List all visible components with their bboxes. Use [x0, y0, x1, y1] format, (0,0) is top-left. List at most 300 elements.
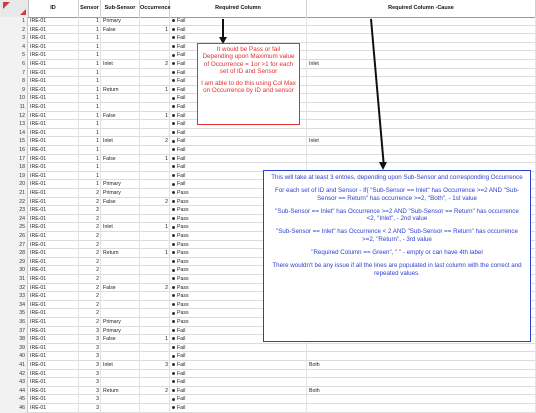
cell-id[interactable]: IRE-01 — [28, 266, 79, 275]
cell-occurrence[interactable] — [140, 275, 170, 284]
cell-sub-sensor[interactable] — [101, 266, 140, 275]
cell-id[interactable]: IRE-01 — [28, 60, 79, 69]
cell-required-text: Fail — [177, 61, 186, 67]
cell-required[interactable] — [170, 361, 307, 370]
table-row[interactable] — [0, 146, 536, 155]
cell-required-cause[interactable] — [307, 404, 536, 413]
cell-occurrence[interactable] — [140, 292, 170, 301]
cell-sensor[interactable]: 1 — [79, 129, 101, 138]
cell-id[interactable]: IRE-01 — [28, 309, 79, 318]
table-row[interactable] — [0, 395, 536, 404]
cell-sub-sensor[interactable]: Return — [101, 387, 140, 396]
cell-sensor[interactable]: 3 — [79, 327, 101, 336]
table-row[interactable] — [0, 361, 536, 370]
cell-sub-sensor[interactable] — [101, 172, 140, 181]
cell-sensor[interactable]: 2 — [79, 241, 101, 250]
cell-occurrence[interactable]: 1 — [140, 26, 170, 35]
cell-id[interactable]: IRE-01 — [28, 86, 79, 95]
cell-sensor[interactable]: 2 — [79, 284, 101, 293]
cell-occurrence[interactable]: 1 — [140, 335, 170, 344]
cell-id[interactable]: IRE-01 — [28, 155, 79, 164]
cell-id[interactable]: IRE-01 — [28, 51, 79, 60]
row-number[interactable]: 44 — [0, 387, 28, 396]
cell-sensor[interactable]: 2 — [79, 249, 101, 258]
cell-required-text: Pass — [177, 258, 189, 265]
cell-occurrence[interactable] — [140, 395, 170, 404]
cell-sub-sensor[interactable]: Inlet — [101, 361, 140, 370]
cell-id[interactable]: IRE-01 — [28, 163, 79, 172]
cell-sub-sensor[interactable]: Inlet — [101, 137, 140, 146]
cell-id[interactable]: IRE-01 — [28, 249, 79, 258]
cell-sensor[interactable]: 3 — [79, 335, 101, 344]
row-number[interactable]: 36 — [0, 318, 28, 327]
cell-sub-sensor[interactable] — [101, 129, 140, 138]
cell-sub-sensor[interactable] — [101, 404, 140, 413]
row-number[interactable]: 26 — [0, 232, 28, 241]
cell-sub-sensor[interactable]: False — [101, 155, 140, 164]
row-number[interactable]: 17 — [0, 155, 28, 164]
cell-id[interactable]: IRE-01 — [28, 146, 79, 155]
column-header-row — [0, 0, 536, 18]
column-header-sub-sensor[interactable]: Sub-Sensor — [101, 0, 140, 17]
cell-required-cause[interactable] — [307, 120, 536, 129]
cell-id[interactable]: IRE-01 — [28, 223, 79, 232]
cell-required-cause[interactable] — [307, 155, 536, 164]
row-number[interactable]: 40 — [0, 352, 28, 361]
cell-required[interactable] — [170, 387, 307, 396]
cell-sub-sensor[interactable]: Primary — [101, 189, 140, 198]
cell-id[interactable]: IRE-01 — [28, 180, 79, 189]
row-number[interactable]: 13 — [0, 120, 28, 129]
row-number[interactable]: 43 — [0, 378, 28, 387]
row-number[interactable]: 8 — [0, 77, 28, 86]
row-number[interactable]: 10 — [0, 94, 28, 103]
cell-required[interactable] — [170, 129, 307, 138]
cell-sensor[interactable]: 1 — [79, 137, 101, 146]
cell-sub-sensor[interactable] — [101, 43, 140, 52]
cell-id[interactable]: IRE-01 — [28, 77, 79, 86]
cell-sensor[interactable]: 3 — [79, 387, 101, 396]
table-row[interactable] — [0, 352, 536, 361]
cell-occurrence[interactable] — [140, 241, 170, 250]
cell-required[interactable] — [170, 26, 307, 35]
cell-sensor[interactable]: 1 — [79, 180, 101, 189]
row-number[interactable]: 45 — [0, 395, 28, 404]
row-number[interactable]: 21 — [0, 189, 28, 198]
cell-sub-sensor[interactable] — [101, 275, 140, 284]
row-number[interactable]: 39 — [0, 344, 28, 353]
cell-required-cause[interactable] — [307, 370, 536, 379]
row-state-marker-icon — [172, 251, 175, 254]
cell-occurrence[interactable] — [140, 378, 170, 387]
cell-occurrence[interactable]: 2 — [140, 137, 170, 146]
cell-id[interactable]: IRE-01 — [28, 378, 79, 387]
cell-occurrence[interactable] — [140, 309, 170, 318]
cell-occurrence[interactable] — [140, 43, 170, 52]
cell-occurrence[interactable] — [140, 172, 170, 181]
table-row[interactable] — [0, 370, 536, 379]
cell-required-cause[interactable] — [307, 94, 536, 103]
table-row[interactable] — [0, 404, 536, 413]
cell-id[interactable]: IRE-01 — [28, 232, 79, 241]
cell-occurrence[interactable]: 2 — [140, 60, 170, 69]
cell-sub-sensor[interactable] — [101, 206, 140, 215]
cell-required-cause[interactable] — [307, 146, 536, 155]
cell-occurrence[interactable]: 1 — [140, 112, 170, 121]
cell-sensor[interactable]: 2 — [79, 292, 101, 301]
cell-sub-sensor[interactable] — [101, 370, 140, 379]
cell-occurrence[interactable] — [140, 51, 170, 60]
row-number[interactable]: 20 — [0, 180, 28, 189]
cell-sub-sensor[interactable]: Primary — [101, 327, 140, 336]
cell-occurrence[interactable] — [140, 344, 170, 353]
cell-sensor[interactable]: 2 — [79, 189, 101, 198]
cell-id[interactable]: IRE-01 — [28, 198, 79, 207]
cell-required[interactable] — [170, 352, 307, 361]
row-number[interactable]: 46 — [0, 404, 28, 413]
cell-occurrence[interactable]: 3 — [140, 361, 170, 370]
row-number[interactable]: 28 — [0, 249, 28, 258]
row-number[interactable]: 19 — [0, 172, 28, 181]
cell-sensor[interactable]: 1 — [79, 34, 101, 43]
cell-occurrence[interactable]: 2 — [140, 284, 170, 293]
cell-sub-sensor[interactable] — [101, 77, 140, 86]
cell-sub-sensor[interactable] — [101, 309, 140, 318]
cell-sensor[interactable]: 1 — [79, 155, 101, 164]
column-header-occurrence[interactable]: Occurrence — [140, 0, 170, 17]
cell-id[interactable]: IRE-01 — [28, 275, 79, 284]
cell-required-cause[interactable] — [307, 103, 536, 112]
table-row[interactable] — [0, 26, 536, 35]
cell-sub-sensor[interactable] — [101, 163, 140, 172]
cell-required[interactable] — [170, 370, 307, 379]
column-header-required-cause[interactable]: Required Column -Cause — [307, 0, 536, 17]
cell-sub-sensor[interactable]: Inlet — [101, 223, 140, 232]
cell-sensor[interactable]: 2 — [79, 301, 101, 310]
cell-sensor[interactable]: 3 — [79, 370, 101, 379]
cell-id[interactable]: IRE-01 — [28, 361, 79, 370]
table-corner[interactable] — [0, 0, 29, 17]
cell-sub-sensor[interactable]: False — [101, 112, 140, 121]
row-number[interactable]: 4 — [0, 43, 28, 52]
cell-sensor[interactable]: 1 — [79, 120, 101, 129]
cell-required-cause[interactable] — [307, 43, 536, 52]
row-number[interactable]: 14 — [0, 129, 28, 138]
cell-sensor[interactable]: 2 — [79, 266, 101, 275]
cell-required-cause[interactable]: Inlet — [307, 60, 536, 69]
cell-id[interactable]: IRE-01 — [28, 112, 79, 121]
cell-sub-sensor[interactable]: Return — [101, 86, 140, 95]
row-number[interactable]: 38 — [0, 335, 28, 344]
cell-required-text: Pass — [177, 293, 189, 300]
cell-id[interactable]: IRE-01 — [28, 292, 79, 301]
cell-required-cause[interactable] — [307, 112, 536, 121]
cell-required-cause[interactable] — [307, 86, 536, 95]
table-row[interactable] — [0, 137, 536, 146]
row-number[interactable]: 37 — [0, 327, 28, 336]
row-number[interactable]: 34 — [0, 301, 28, 310]
cell-id[interactable]: IRE-01 — [28, 17, 79, 26]
cell-required[interactable] — [170, 155, 307, 164]
cell-occurrence[interactable] — [140, 34, 170, 43]
cell-occurrence[interactable] — [140, 318, 170, 327]
cell-id[interactable]: IRE-01 — [28, 318, 79, 327]
cell-occurrence[interactable] — [140, 69, 170, 78]
table-row[interactable] — [0, 387, 536, 396]
cell-required-cause[interactable] — [307, 26, 536, 35]
cell-id[interactable]: IRE-01 — [28, 129, 79, 138]
cell-sub-sensor[interactable] — [101, 51, 140, 60]
cell-sensor[interactable]: 1 — [79, 51, 101, 60]
cell-sensor[interactable]: 1 — [79, 146, 101, 155]
cell-required-cause[interactable] — [307, 51, 536, 60]
row-number[interactable]: 41 — [0, 361, 28, 370]
cell-id[interactable]: IRE-01 — [28, 344, 79, 353]
cell-sensor[interactable]: 3 — [79, 404, 101, 413]
cell-sub-sensor[interactable] — [101, 146, 140, 155]
column-header-id[interactable]: ID — [28, 0, 79, 17]
row-state-marker-icon — [172, 19, 175, 22]
row-number[interactable]: 25 — [0, 223, 28, 232]
cell-sensor[interactable]: 3 — [79, 378, 101, 387]
cell-sensor[interactable]: 3 — [79, 395, 101, 404]
cell-id[interactable]: IRE-01 — [28, 94, 79, 103]
cell-sensor[interactable]: 1 — [79, 43, 101, 52]
cell-required-cause[interactable]: Both — [307, 387, 536, 396]
cell-id[interactable]: IRE-01 — [28, 137, 79, 146]
row-number[interactable]: 33 — [0, 292, 28, 301]
cell-occurrence[interactable] — [140, 301, 170, 310]
cell-required[interactable] — [170, 137, 307, 146]
table-row[interactable] — [0, 378, 536, 387]
cell-occurrence[interactable] — [140, 215, 170, 224]
cell-required-cause[interactable] — [307, 17, 536, 26]
cell-id[interactable]: IRE-01 — [28, 335, 79, 344]
cell-sensor[interactable]: 2 — [79, 232, 101, 241]
cell-sensor[interactable]: 2 — [79, 223, 101, 232]
cell-id[interactable]: IRE-01 — [28, 284, 79, 293]
cell-required-cause[interactable] — [307, 352, 536, 361]
cell-id[interactable]: IRE-01 — [28, 206, 79, 215]
cell-sub-sensor[interactable] — [101, 378, 140, 387]
cell-sub-sensor[interactable] — [101, 34, 140, 43]
table-row[interactable] — [0, 344, 536, 353]
cell-sensor[interactable]: 2 — [79, 309, 101, 318]
cell-sub-sensor[interactable] — [101, 232, 140, 241]
cell-sub-sensor[interactable] — [101, 352, 140, 361]
cell-required-cause[interactable] — [307, 344, 536, 353]
cell-sub-sensor[interactable] — [101, 258, 140, 267]
cell-required[interactable] — [170, 404, 307, 413]
cell-id[interactable]: IRE-01 — [28, 404, 79, 413]
row-number[interactable]: 27 — [0, 241, 28, 250]
cell-required-cause[interactable] — [307, 69, 536, 78]
cell-required[interactable] — [170, 378, 307, 387]
cell-sensor[interactable]: 1 — [79, 103, 101, 112]
cell-occurrence[interactable]: 2 — [140, 198, 170, 207]
cell-occurrence[interactable] — [140, 17, 170, 26]
cell-occurrence[interactable] — [140, 163, 170, 172]
cell-sub-sensor[interactable] — [101, 120, 140, 129]
cell-sub-sensor[interactable] — [101, 69, 140, 78]
cell-sensor[interactable]: 1 — [79, 77, 101, 86]
cell-sub-sensor[interactable]: False — [101, 26, 140, 35]
cell-sub-sensor[interactable]: Primary — [101, 180, 140, 189]
cell-sub-sensor[interactable]: False — [101, 335, 140, 344]
cell-sensor[interactable]: 3 — [79, 352, 101, 361]
cell-occurrence[interactable] — [140, 258, 170, 267]
cell-id[interactable]: IRE-01 — [28, 258, 79, 267]
row-number[interactable]: 9 — [0, 86, 28, 95]
cell-id[interactable]: IRE-01 — [28, 395, 79, 404]
cell-sub-sensor[interactable]: Return — [101, 249, 140, 258]
cell-id[interactable]: IRE-01 — [28, 34, 79, 43]
cell-sensor[interactable]: 2 — [79, 206, 101, 215]
cell-sensor[interactable]: 1 — [79, 112, 101, 121]
row-number[interactable]: 1 — [0, 17, 28, 26]
cell-sub-sensor[interactable] — [101, 215, 140, 224]
cell-sensor[interactable]: 2 — [79, 258, 101, 267]
cell-sub-sensor[interactable]: False — [101, 198, 140, 207]
cell-required[interactable] — [170, 344, 307, 353]
cell-sub-sensor[interactable] — [101, 292, 140, 301]
cell-required[interactable] — [170, 17, 307, 26]
cell-id[interactable]: IRE-01 — [28, 43, 79, 52]
cell-sub-sensor[interactable] — [101, 344, 140, 353]
cell-occurrence[interactable] — [140, 77, 170, 86]
cell-occurrence[interactable] — [140, 146, 170, 155]
cell-occurrence[interactable] — [140, 266, 170, 275]
cell-sub-sensor[interactable] — [101, 301, 140, 310]
cell-occurrence[interactable]: 1 — [140, 223, 170, 232]
cell-occurrence[interactable] — [140, 370, 170, 379]
cell-occurrence[interactable] — [140, 352, 170, 361]
cell-id[interactable]: IRE-01 — [28, 370, 79, 379]
cell-required[interactable] — [170, 395, 307, 404]
row-number[interactable]: 31 — [0, 275, 28, 284]
row-number[interactable]: 23 — [0, 206, 28, 215]
row-number[interactable]: 15 — [0, 137, 28, 146]
table-row[interactable] — [0, 155, 536, 164]
cell-sub-sensor[interactable]: False — [101, 284, 140, 293]
row-number[interactable]: 29 — [0, 258, 28, 267]
cell-sensor[interactable]: 1 — [79, 172, 101, 181]
row-number[interactable]: 18 — [0, 163, 28, 172]
row-number[interactable]: 6 — [0, 60, 28, 69]
cell-id[interactable]: IRE-01 — [28, 352, 79, 361]
cell-id[interactable]: IRE-01 — [28, 189, 79, 198]
cell-required-cause[interactable] — [307, 77, 536, 86]
cell-occurrence[interactable] — [140, 189, 170, 198]
row-number[interactable]: 7 — [0, 69, 28, 78]
row-number[interactable]: 16 — [0, 146, 28, 155]
cell-sub-sensor[interactable] — [101, 241, 140, 250]
table-row[interactable] — [0, 34, 536, 43]
row-number[interactable]: 3 — [0, 34, 28, 43]
cell-occurrence[interactable] — [140, 327, 170, 336]
cell-sensor[interactable]: 2 — [79, 275, 101, 284]
cell-occurrence[interactable] — [140, 206, 170, 215]
cell-required-text: Pass — [177, 267, 189, 274]
cell-required[interactable] — [170, 34, 307, 43]
cell-sensor[interactable]: 1 — [79, 69, 101, 78]
table-row[interactable] — [0, 129, 536, 138]
row-number[interactable]: 42 — [0, 370, 28, 379]
cell-occurrence[interactable] — [140, 180, 170, 189]
cell-sub-sensor[interactable] — [101, 395, 140, 404]
cell-occurrence[interactable]: 1 — [140, 86, 170, 95]
cell-required-cause[interactable] — [307, 378, 536, 387]
cell-sensor[interactable]: 1 — [79, 60, 101, 69]
cell-required-cause[interactable] — [307, 395, 536, 404]
row-number[interactable]: 12 — [0, 112, 28, 121]
cell-sensor[interactable]: 1 — [79, 163, 101, 172]
table-row[interactable] — [0, 17, 536, 26]
column-header-sensor[interactable]: Sensor — [79, 0, 101, 17]
cell-required-cause[interactable] — [307, 34, 536, 43]
cell-id[interactable]: IRE-01 — [28, 327, 79, 336]
cell-occurrence[interactable] — [140, 120, 170, 129]
cell-sub-sensor[interactable]: Inlet — [101, 60, 140, 69]
cell-id[interactable]: IRE-01 — [28, 69, 79, 78]
cell-sensor[interactable]: 1 — [79, 86, 101, 95]
cell-id[interactable]: IRE-01 — [28, 301, 79, 310]
cell-id[interactable]: IRE-01 — [28, 172, 79, 181]
cell-sub-sensor[interactable] — [101, 94, 140, 103]
row-number[interactable]: 2 — [0, 26, 28, 35]
cell-required-cause[interactable]: Inlet — [307, 137, 536, 146]
cell-occurrence[interactable]: 1 — [140, 155, 170, 164]
cell-required-cause[interactable] — [307, 129, 536, 138]
cell-id[interactable]: IRE-01 — [28, 120, 79, 129]
cell-sensor[interactable]: 2 — [79, 215, 101, 224]
cell-occurrence[interactable] — [140, 404, 170, 413]
cell-sensor[interactable]: 2 — [79, 318, 101, 327]
cell-occurrence[interactable] — [140, 103, 170, 112]
cell-id[interactable]: IRE-01 — [28, 241, 79, 250]
row-number[interactable]: 5 — [0, 51, 28, 60]
row-number[interactable]: 30 — [0, 266, 28, 275]
cell-id[interactable]: IRE-01 — [28, 103, 79, 112]
cell-occurrence[interactable] — [140, 232, 170, 241]
cell-sensor[interactable]: 2 — [79, 198, 101, 207]
cell-id[interactable]: IRE-01 — [28, 215, 79, 224]
row-number[interactable]: 11 — [0, 103, 28, 112]
cell-required-cause[interactable]: Both — [307, 361, 536, 370]
row-number[interactable]: 35 — [0, 309, 28, 318]
cell-sensor[interactable]: 3 — [79, 361, 101, 370]
cell-sensor[interactable]: 1 — [79, 94, 101, 103]
row-number[interactable]: 24 — [0, 215, 28, 224]
cell-id[interactable]: IRE-01 — [28, 26, 79, 35]
cell-occurrence[interactable]: 1 — [140, 249, 170, 258]
row-state-marker-icon — [172, 45, 175, 48]
row-number[interactable]: 22 — [0, 198, 28, 207]
column-header-required[interactable]: Required Column — [170, 0, 307, 17]
cell-sensor[interactable]: 1 — [79, 26, 101, 35]
cell-sub-sensor[interactable]: Primary — [101, 318, 140, 327]
cell-occurrence[interactable] — [140, 94, 170, 103]
cell-occurrence[interactable]: 2 — [140, 387, 170, 396]
cell-id[interactable]: IRE-01 — [28, 387, 79, 396]
cell-sub-sensor[interactable] — [101, 103, 140, 112]
cell-occurrence[interactable] — [140, 129, 170, 138]
row-number[interactable]: 32 — [0, 284, 28, 293]
cell-sensor[interactable]: 1 — [79, 17, 101, 26]
cell-required[interactable] — [170, 146, 307, 155]
cell-sub-sensor[interactable]: Primary — [101, 17, 140, 26]
cell-sensor[interactable]: 3 — [79, 344, 101, 353]
